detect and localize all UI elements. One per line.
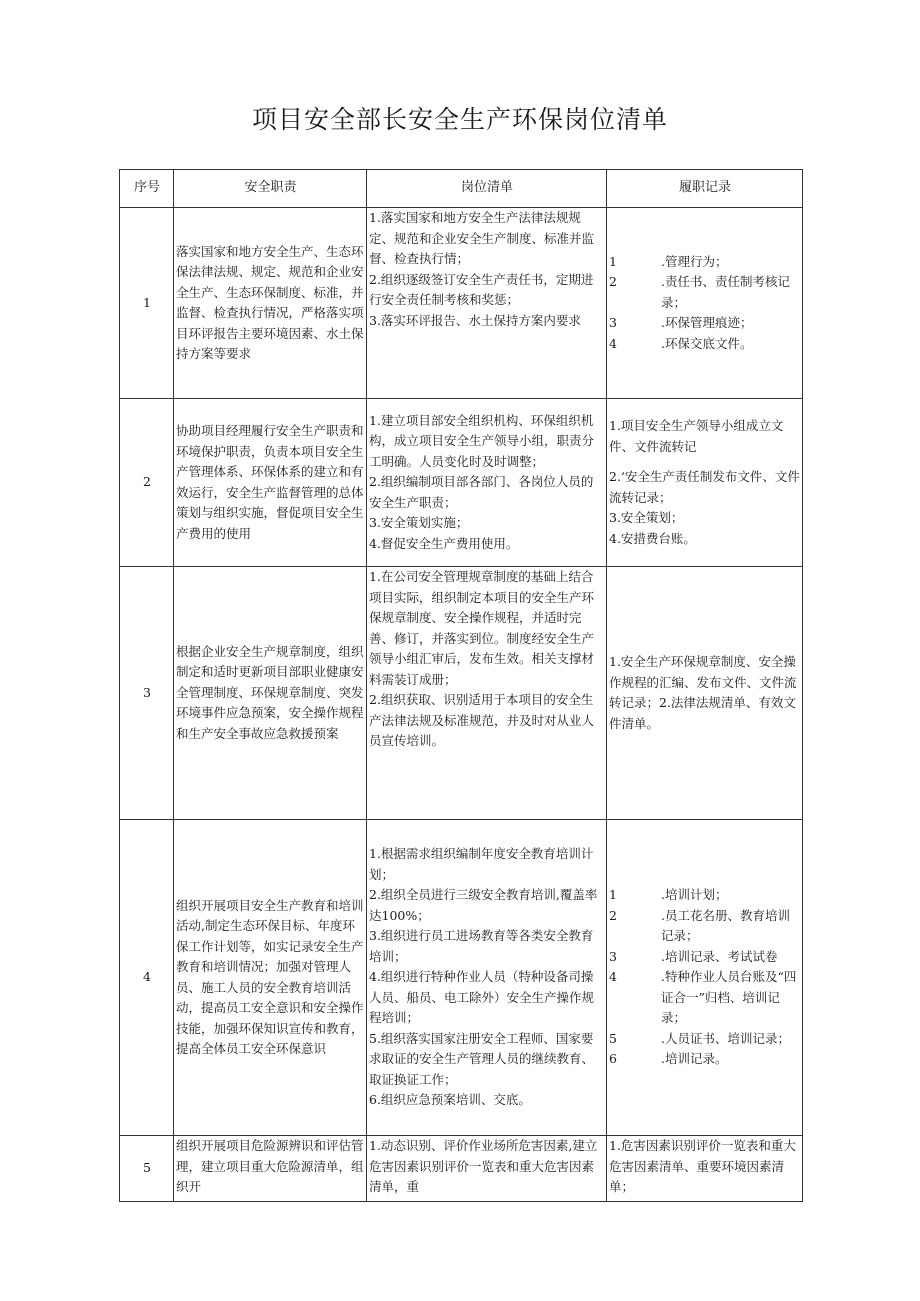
- duty-cell: 落实国家和地方安全生产、生态环保法律法规、规定、规范和企业安全生产、生态环保制度、标准，并监督、检查执行情况，严格落实项目环评报告主要环境因素、水土保持方案等要求: [174, 208, 367, 399]
- duty-cell: 组织开展项目安全生产教育和培训活动,制定生态环保目标、年度环保工作计划等，如实记录安全生产教育和培训情况；加强对管理人员、施工人员的安全教育培训活动，提高员工安全意识和安全操作技能，加强环保知识宣传和教育，提高全体员工安全环保意识: [174, 820, 367, 1136]
- table-row: [120, 820, 803, 1136]
- record-item: 1 .管理行为；: [609, 253, 728, 269]
- list-item: 1.落实国家和地方安全生产法律法规规定、规范和企业安全生产制度、标准并监督、检查执行情；: [369, 210, 595, 266]
- record-item: 1 .培训计划；: [609, 887, 728, 903]
- duty-table: [119, 169, 803, 1202]
- header-duty: 安全职责: [174, 170, 367, 208]
- header-list: 岗位清单: [367, 170, 607, 208]
- list-item: 4.组织进行特种作业人员（特种设备司操人员、船员、电工除外）安全生产操作规程培训；: [369, 969, 595, 1026]
- document-title: 项目安全部长安全生产环保岗位清单: [251, 105, 668, 134]
- record-item: 4.安措费台账。: [609, 530, 696, 546]
- list-item: 2.组织全员进行三级安全教育培训,覆盖率达100%；: [369, 887, 598, 923]
- list-item: 1.动态识别、评价作业场所危害因素,建立危害因素识别评价一览表和重大危害因素清单，重: [369, 1138, 598, 1194]
- list-cell: [367, 1136, 607, 1202]
- table-row: [120, 567, 803, 820]
- list-item: 1.建立项目部安全组织机构、环保组织机构，成立项目安全生产领导小组，职责分工明确。人员变化时及时调整；: [369, 412, 595, 469]
- list-item: 3.组织进行员工进场教育等各类安全教育培训；: [369, 928, 594, 964]
- records-cell: [607, 820, 803, 1136]
- record-item: 5 .人员证书、培训记录；: [609, 1030, 790, 1046]
- list-item: 1.在公司安全管理规章制度的基础上结合项目实际，组织制定本项目的安全生产环保规章制度、安全操作规程，并适时完善、修订，并落实到位。制度经安全生产领导小组汇审后，发布生效。相关支撑材料需装订成册；: [369, 569, 595, 687]
- list-item: 6.组织应急预案培训、交底。: [369, 1092, 531, 1108]
- record-item: 1.安全生产环保规章制度、安全操作规程的汇编、发布文件、文件流转记录；2.法律法规清单、有效文件清单。: [609, 654, 797, 731]
- record-item: 3 .环保管理痕迹；: [609, 315, 753, 331]
- table-row: [120, 208, 803, 399]
- list-item: 5.组织落实国家注册安全工程师、国家要求取证的安全生产管理人员的继续教育、取证换证工作；: [369, 1030, 595, 1087]
- list-item: 2.组织编制项目部各部门、各岗位人员的安全生产职责；: [369, 474, 594, 510]
- list-cell: [367, 208, 607, 399]
- header-seq: 序号: [120, 170, 174, 208]
- duty-cell: 根据企业安全生产规章制度，组织制定和适时更新项目部职业健康安全管理制度、环保规章制度、突发环境事件应急预案，安全操作规程和生产安全事故应急救援预案: [174, 567, 367, 820]
- duty-cell: 组织开展项目危险源辨识和评估管理，建立项目重大危险源清单，组织开: [174, 1136, 367, 1202]
- row-number: 3: [120, 567, 174, 820]
- table-row: [120, 1136, 803, 1202]
- record-item: 4 .特种作业人员台账及“四证合一”归档、培训记录；: [609, 969, 797, 1026]
- row-number: 4: [120, 820, 174, 1136]
- list-item: 3.安全策划实施；: [369, 515, 469, 531]
- row-number: 5: [120, 1136, 174, 1202]
- record-item: 3 .培训记录、考试试卷: [609, 948, 778, 964]
- list-cell: [367, 399, 607, 567]
- record-item: 4 .环保交底文件。: [609, 335, 753, 351]
- record-item: 3.安全策划；: [609, 510, 684, 525]
- duty-cell: 协助项目经理履行安全生产职责和环境保护职责，负责本项目安全生产管理体系、环保体系的建立和有效运行，安全生产监督管理的总体策划与组织实施，督促项目安全生产费用的使用: [174, 399, 367, 567]
- table-row: [120, 399, 803, 567]
- header-records: 履职记录: [607, 170, 803, 208]
- header-row: [120, 170, 803, 208]
- record-item: 2 .员工花名册、教育培训记录；: [609, 907, 790, 944]
- record-item: 2.‘安全生产责任制发布文件、文件流转记录；: [609, 469, 800, 505]
- records-cell: [607, 567, 803, 820]
- records-cell: [607, 1136, 803, 1202]
- record-item: 1.项目安全生产领导小组成立文件、文件流转记: [609, 418, 784, 454]
- records-cell: [607, 208, 803, 399]
- list-cell: [367, 820, 607, 1136]
- row-number: 1: [120, 208, 174, 399]
- record-item: 2 .责任书、责任制考核记录；: [609, 274, 790, 310]
- list-item: 2.组织获取、识别适用于本项目的安全生产法律法规及标准规范，并及时对从业人员宣传培训。: [369, 692, 595, 748]
- list-cell: [367, 567, 607, 820]
- record-item: 6 .培训记录。: [609, 1051, 728, 1067]
- list-item: 3.落实环评报告、水土保持方案内要求: [369, 312, 581, 328]
- list-item: 1.根据需求组织编制年度安全教育培训计划；: [369, 846, 594, 882]
- records-cell: [607, 399, 803, 567]
- row-number: 2: [120, 399, 174, 567]
- list-item: 2.组织逐级签订安全生产责任书，定期进行安全责任制考核和奖惩；: [369, 271, 594, 307]
- record-item: 1.危害因素识别评价一览表和重大危害因素清单、重要环境因素清单；: [609, 1138, 796, 1194]
- list-item: 4.督促安全生产费用使用。: [369, 535, 519, 551]
